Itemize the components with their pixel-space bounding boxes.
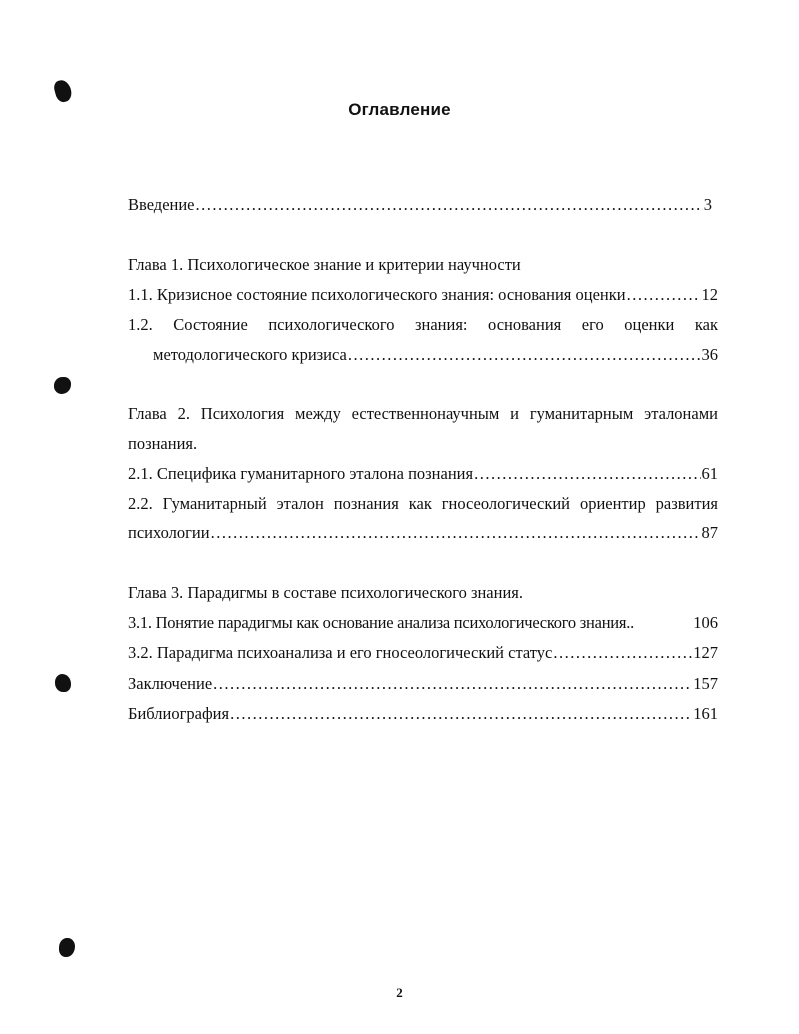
toc-entry-label: Введение [128, 195, 195, 214]
leader-dots [196, 195, 703, 215]
toc-entry-page: 3 [703, 195, 712, 214]
toc-entry-2-2 [128, 523, 718, 543]
toc-entry-label: 3.1. Понятие парадигмы как основание анализа психологического знания.. [128, 613, 634, 632]
toc-entry-2-1 [128, 464, 718, 484]
toc-entry-label: Заключение [128, 674, 213, 693]
leader-dots [211, 523, 701, 543]
page-number: 2 [396, 985, 403, 1000]
toc-entry-label: 3.2. Парадигма психоанализа и его гносеологический статус [128, 643, 553, 662]
chapter-1-heading: Глава 1. Психологическое знание и критерии научности [128, 255, 521, 274]
toc-entry-label: 1.1. Кризисное состояние психологического знания: основания оценки [128, 285, 626, 304]
chapter-2-heading-line2: познания. [128, 434, 198, 453]
chapter-2-heading-line1: Глава 2. Психология между естественнонаучным и гуманитарным эталонами [128, 404, 718, 423]
toc-entry-page: 87 [701, 523, 718, 542]
toc-entry-1-2 [153, 345, 718, 365]
page-title: Оглавление [348, 100, 451, 119]
scan-mark-upper-middle [54, 377, 71, 394]
toc-entry-label: методологического кризиса [153, 345, 347, 364]
toc-entry-bibliography [128, 704, 718, 724]
toc-entry-label: Библиография [128, 704, 230, 723]
chapter-3-heading: Глава 3. Парадигмы в составе психологического знания. [128, 583, 524, 602]
leader-dots [474, 464, 700, 484]
toc-entry-page: 157 [693, 674, 718, 693]
leader-dots [553, 643, 692, 663]
leader-dots [230, 704, 692, 724]
toc-entry-page: 36 [701, 345, 718, 364]
toc-entry-1-2-line1: 1.2. Состояние психологического знания: основания его оценки как [128, 315, 718, 334]
scan-mark-bottom [59, 938, 75, 957]
leader-dots [627, 285, 701, 305]
toc-entry-1-1 [128, 285, 718, 305]
leader-dots [213, 674, 692, 694]
toc-entry-label: 2.1. Специфика гуманитарного эталона познания [128, 464, 474, 483]
toc-entry-page: 127 [693, 643, 718, 662]
toc-entry-page: 12 [701, 285, 718, 304]
leader-dots [348, 345, 701, 365]
toc-entry-page: 161 [693, 704, 718, 723]
toc-entry-3-1 [128, 613, 718, 633]
toc-entry-page: 106 [693, 613, 718, 632]
toc-entry-conclusion [128, 674, 718, 694]
toc-entry-2-2-line1: 2.2. Гуманитарный эталон познания как гносеологический ориентир развития [128, 494, 718, 513]
toc-entry-page: 61 [701, 464, 718, 483]
toc-entry-3-2 [128, 643, 718, 663]
toc-entry-intro [128, 195, 712, 215]
scan-mark-lower-middle [55, 674, 71, 692]
toc-entry-label: психологии [128, 523, 210, 542]
